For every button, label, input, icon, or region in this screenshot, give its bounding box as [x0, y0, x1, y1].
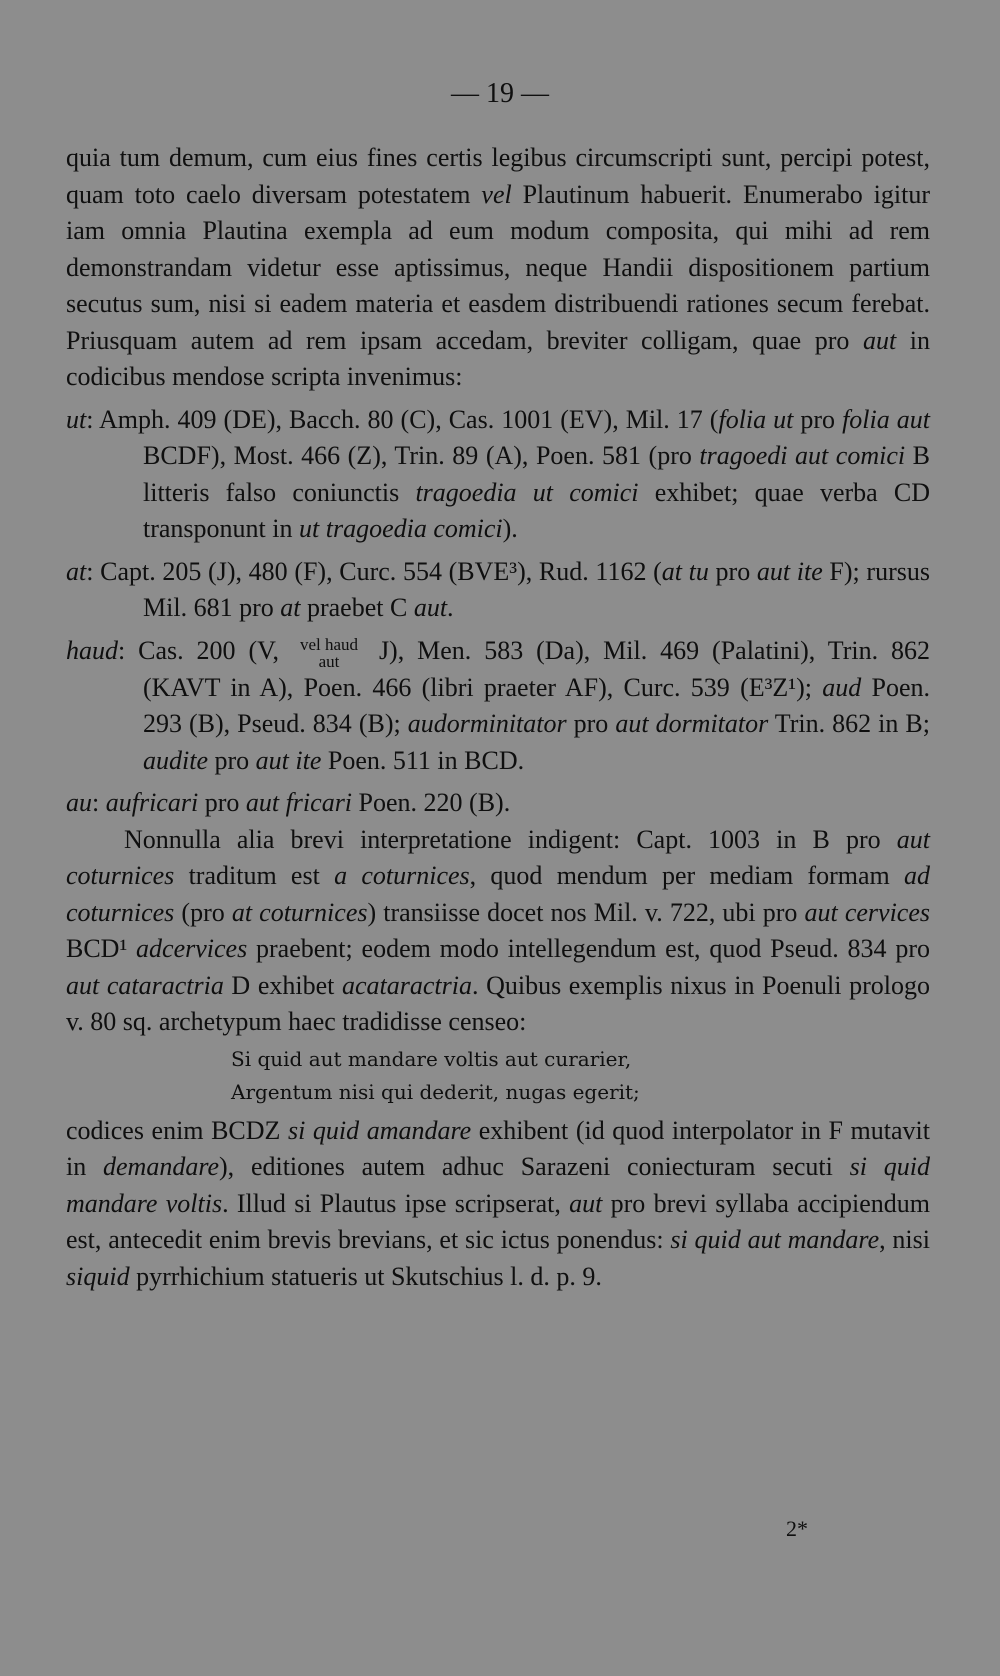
italic-run: aut ite — [756, 556, 823, 586]
text-run: pro brevi syllaba accipiendum est, antecedit enim brevis brevians, et sic ictus ponendus: — [66, 1188, 930, 1255]
entry-head: au — [66, 788, 92, 818]
text-run: Trin. 862 in B; — [768, 709, 930, 739]
italic-run: folia ut — [718, 404, 794, 434]
text-run: Plautinum habuerit. Enumerabo igitur iam omnia Plautina exempla ad eum modum composita, qui mihi ad rem demonstrandam videtur esse aptissimus, neque Handii dispositionem partium secutus sum, nisi si eadem materia et easdem distribuendi rationes secum ferebat. Priusquam autem ad rem ipsam accedam, breviter colligam, quae pro — [66, 179, 930, 355]
italic-run: aut — [413, 593, 448, 622]
text-run: ). — [502, 514, 518, 543]
text-run: pro — [208, 745, 256, 775]
text-run: BCD¹ — [66, 934, 137, 964]
text-run: Poen. 220 (B). — [352, 788, 511, 818]
fraction-top: vel haud — [299, 634, 359, 654]
verse-line: Argentum nisi qui dederit, nugas egerit; — [231, 1079, 640, 1104]
text-run: exhibent (id quod interpolator in F mutavit in — [66, 1115, 930, 1182]
text-run: traditum est — [174, 861, 335, 891]
text-run: Poen. 293 (B), Pseud. 834 (B); — [143, 672, 930, 739]
text-run: Poen. 511 in BCD. — [321, 745, 525, 775]
text-run: codices enim BCDZ — [66, 1115, 288, 1145]
italic-run: aut ite — [255, 745, 322, 775]
text-run: Nonnulla alia brevi interpretatione indigent: Capt. 1003 in B pro — [124, 824, 897, 854]
text-run: : Cas. 200 (V, — [118, 635, 292, 665]
text-run: : — [92, 788, 106, 818]
entry-head: at — [66, 556, 87, 586]
text-run: pro — [708, 556, 757, 586]
italic-run: siquid — [66, 1261, 130, 1291]
italic-run: folia aut — [842, 404, 930, 434]
italic-run: audorminitator — [407, 709, 567, 739]
text-run: praebent; eodem modo intellegendum est, quod Pseud. 834 pro — [247, 934, 930, 964]
italic-run: audite — [143, 745, 208, 775]
italic-run: tragoedia ut comici — [415, 477, 639, 507]
italic-run: aut — [862, 325, 897, 355]
text-run: (pro — [174, 897, 232, 927]
fraction-bottom: aut — [318, 651, 340, 671]
italic-run: aut dormitator — [615, 709, 769, 739]
text-run: . Illud si Plautus ipse scripserat, — [222, 1188, 570, 1218]
italic-run: at coturnices — [231, 897, 368, 927]
italic-run: aut — [569, 1188, 603, 1218]
italic-run: vel — [481, 179, 512, 209]
text-run: BCDF), Most. 466 (Z), Trin. 89 (A), Poen. 581 (pro — [143, 441, 700, 470]
text-run: D exhibet — [223, 970, 342, 1000]
text-run: pyrrhichium statueris ut Skutschius l. d. p. 9. — [129, 1261, 602, 1291]
italic-run: ut tragoedia comici — [299, 514, 503, 543]
text-run: . Quibus exemplis nixus in Poenuli prologo v. 80 sq. archetypum haec tradidisse censeo: — [66, 970, 930, 1037]
verse-line: Si quid aut mandare voltis aut curarier, — [231, 1046, 632, 1071]
italic-run: a coturnices — [334, 861, 470, 891]
italic-run: at — [280, 593, 301, 622]
entry-haud — [66, 633, 930, 780]
italic-run: ad coturnices — [66, 861, 930, 927]
page-number: — 19 — — [451, 78, 549, 109]
text-run: . — [447, 593, 454, 622]
signature-mark: 2* — [786, 1516, 808, 1541]
entry-ut — [66, 402, 930, 548]
italic-run: demandare — [103, 1152, 220, 1182]
italic-run: si quid mandare voltis — [66, 1152, 930, 1218]
page-body — [66, 140, 930, 1295]
text-run: B litteris falso coniunctis — [143, 441, 931, 507]
text-run: pro — [566, 709, 616, 739]
italic-run: adcervices — [136, 934, 248, 964]
italic-run: aut fricari — [245, 788, 353, 818]
italic-run: si quid aut mandare — [670, 1225, 880, 1255]
text-run: , quod mendum per mediam formam — [469, 861, 904, 891]
italic-run: aud — [822, 672, 862, 702]
entry-head: haud — [66, 635, 118, 665]
italic-run: acataractria — [341, 970, 472, 1000]
text-run: in codicibus mendose scripta invenimus: — [66, 325, 930, 391]
text-run: J), Men. 583 (Da), Mil. 469 (Palatini), Trin. 862 (KAVT in A), Poen. 466 (libri praeter AF), Curc. 539 (E³Z¹); — [143, 635, 930, 702]
text-run: F); rursus Mil. 681 pro — [143, 556, 930, 622]
text-run: exhibet; quae verba CD transponunt in — [143, 477, 930, 543]
text-run: quia tum demum, cum eius fines certis legibus circumscripti sunt, percipi potest, quam toto caelo diversam potestatem — [66, 143, 930, 209]
text-run: pro — [793, 404, 843, 434]
verse-quote — [66, 1043, 930, 1109]
text-run: : Capt. 205 (J), 480 (F), Curc. 554 (BVE³), Rud. 1162 ( — [86, 556, 662, 586]
text-run: pro — [198, 788, 246, 818]
italic-run: aut cataractria — [66, 970, 224, 1000]
text-run: ), editiones autem adhuc Sarazeni coniecturam secuti — [219, 1152, 850, 1182]
italic-run: aut coturnices — [66, 824, 930, 891]
text-run: : Amph. 409 (DE), Bacch. 80 (C), Cas. 1001 (EV), Mil. 17 ( — [86, 404, 719, 434]
italic-run: si quid amandare — [288, 1115, 472, 1145]
paragraph-intro — [66, 140, 930, 396]
text-run: ) transiisse docet nos Mil. v. 722, ubi pro — [367, 897, 805, 927]
text-run: praebet C — [300, 593, 414, 622]
entry-head: ut — [66, 404, 87, 434]
text-run: , nisi — [879, 1225, 930, 1255]
italic-run: aufricari — [105, 788, 199, 818]
italic-run: aut cervices — [804, 897, 931, 927]
italic-run: tragoedi aut comici — [699, 441, 906, 470]
paragraph-interpretation — [66, 822, 930, 1041]
italic-run: at tu — [661, 556, 709, 586]
entry-at — [66, 554, 930, 627]
paragraph-conclusion — [66, 1113, 930, 1296]
variant-fraction — [300, 636, 358, 670]
entry-au — [66, 785, 930, 822]
